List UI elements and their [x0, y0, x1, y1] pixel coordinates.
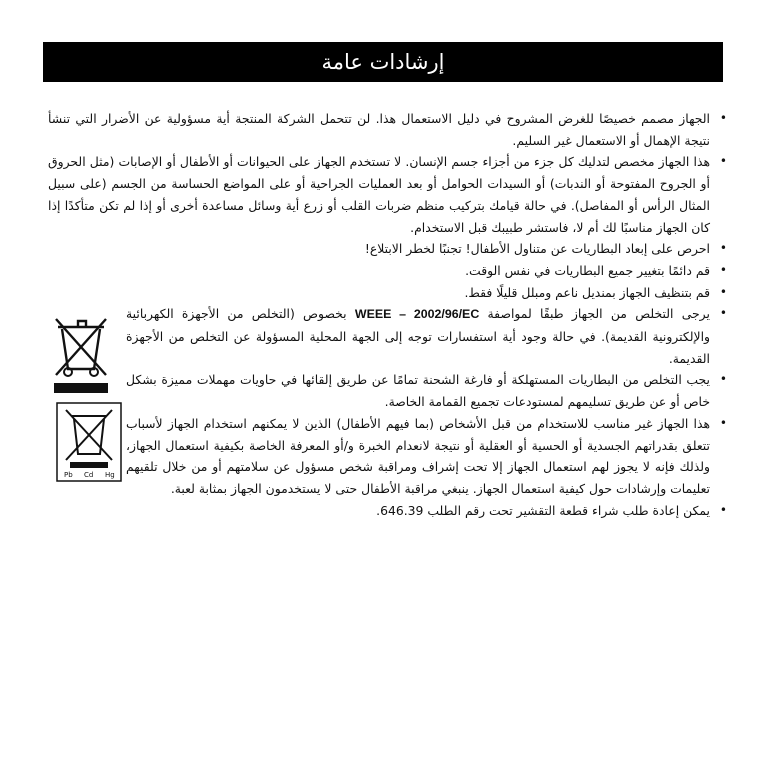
list-item-supervision: • هذا الجهاز غير مناسب للاستخدام من قبل الأشخاص (بما فيهم الأطفال) الذين لا يمكنهم استخدام الجهاز لأسباب تتعلق بقدراتهم الجسدية أو الحسية أو العقلية أو نتيجة لانعدام الخبرة و/أو المعرفة الخاصة بكيفية استعمال الجهاز، ولذلك فإنه لا يجوز لهم استعمال الجهاز إلا تحت إشراف ومراقبة شخص مسؤول عن سلامتهم أو من خلال تلقيهم تعليمات وإرشادات حول كيفية استعمال الجهاز. ينبغي مراقبة الأطفال حتى لا يستخدمون الجهاز بمثابة لعبة. — [48, 413, 732, 500]
list-item-battery-disposal: • يجب التخلص من البطاريات المستهلكة أو فارغة الشحنة تمامًا عن طريق إلقائها في حاويات مهملات مميزة بشكل خاص أو عن طريق تسليمهم لمستودعات تجميع القمامة الخاصة. — [48, 369, 732, 412]
weee-directive-code: WEEE – 2002/96/EC — [354, 307, 480, 322]
list-item-safety-warning: • هذا الجهاز مخصص لتدليك كل جزء من أجزاء جسم الإنسان. لا تستخدم الجهاز على الحيوانات أو الأطفال أو الإصابات (مثل الحروق أو الجروح المفتوحة أو الندبات) أو السيدات الحوامل أو بعد العمليات الجراحية أو على المواضع الحساسة من الجسم (على سبيل المثال الرأس أو المفاصل). في حالة قيامك بتركيب منظم ضربات القلب أو زرع أية وسائل مساعدة أخرى أو إذا لم تكن متأكدًا إذا كان الجهاز مناسبًا لك أم لا، فاستشر طبيبك قبل الاستخدام. — [48, 151, 732, 238]
battery-label-hg: Hg — [105, 471, 115, 479]
weee-text-before: يرجى التخلص من الجهاز طبقًا لمواصفة — [487, 306, 710, 322]
weee-text-after: بخصوص (التخلص من الأجهزة الكهربائية والإلكترونية القديمة). في حالة وجود أية استفسارات توجه إلى الجهة المحلية المسؤولة عن التخلص من الأجهزة القديمة. — [126, 306, 710, 366]
page-title: إرشادات عامة — [321, 50, 445, 74]
instructions-list — [48, 108, 732, 521]
list-item-cleaning: • قم بتنظيف الجهاز بمنديل ناعم ومبلل قليلًا فقط. — [48, 282, 732, 304]
page-title-bar — [43, 42, 723, 82]
battery-label-cd: Cd — [84, 471, 94, 479]
battery-label-pb: Pb — [64, 471, 73, 479]
crossed-out-wheelie-bin-icon — [52, 315, 110, 395]
battery-disposal-icon — [56, 402, 122, 482]
list-item-intended-use: • الجهاز مصمم خصيصًا للغرض المشروح في دليل الاستعمال هذا. لن تتحمل الشركة المنتجة أية مسؤولية عن الأضرار التي تنشأ نتيجة الإهمال أو الاستعمال غير السليم. — [48, 108, 732, 151]
list-item-weee-disposal — [48, 303, 732, 369]
list-item-reorder: • يمكن إعادة طلب شراء قطعة التقشير تحت رقم الطلب 646.39. — [48, 500, 732, 522]
list-item-battery-replace: • قم دائمًا بتغيير جميع البطاريات في نفس الوقت. — [48, 260, 732, 282]
list-item-battery-children: • احرص على إبعاد البطاريات عن متناول الأطفال! تجنبًا لخطر الابتلاع! — [48, 238, 732, 260]
